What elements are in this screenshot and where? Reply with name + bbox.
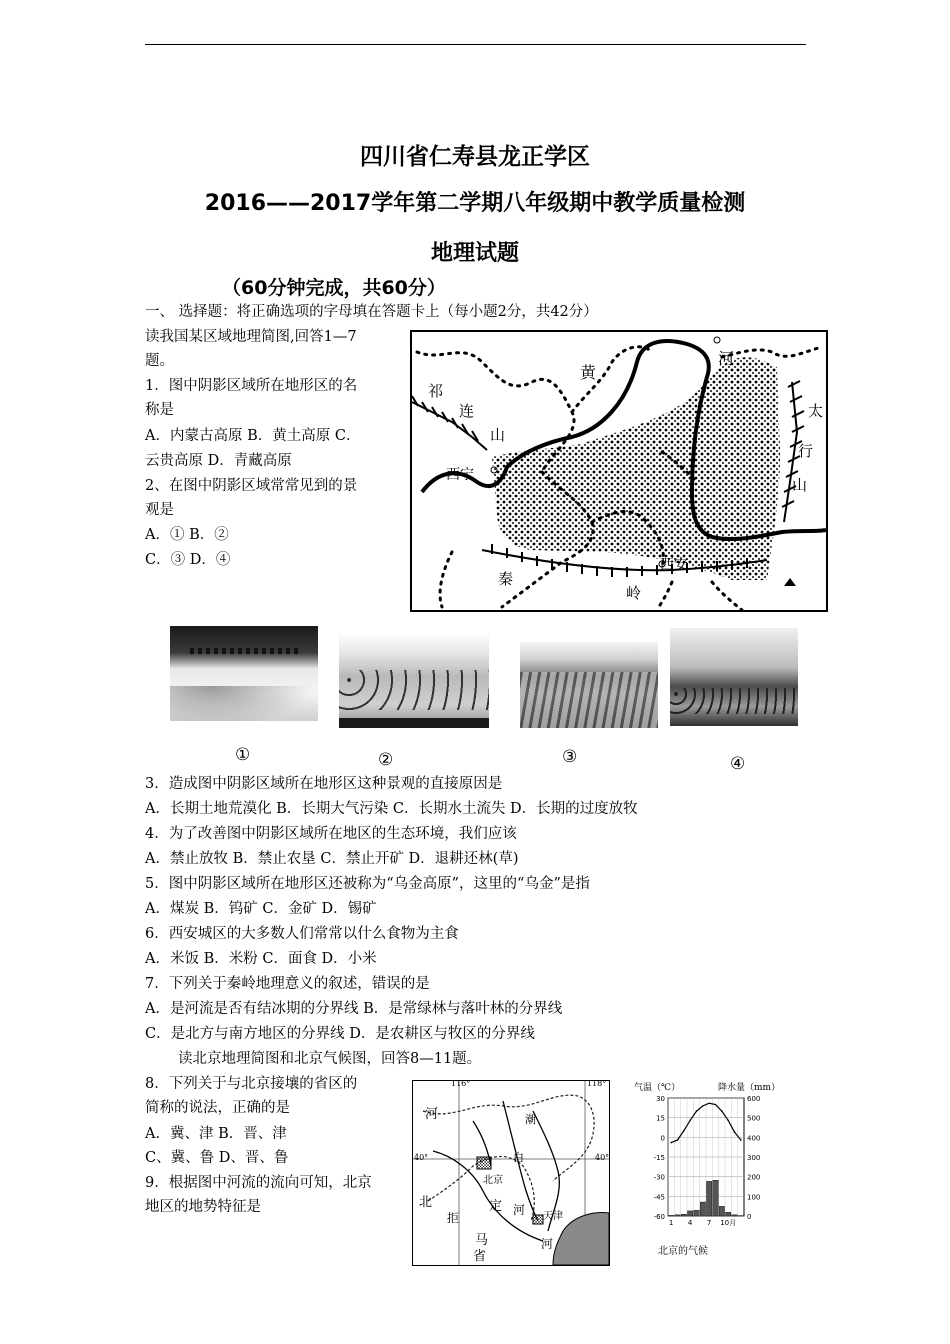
q1-options: 云贵高原 D．青藏高原: [145, 453, 292, 469]
header-rule: [145, 44, 806, 45]
precip-bar: [719, 1206, 724, 1216]
label-tai: 太: [808, 402, 824, 420]
label-chao: 潮: [525, 1113, 536, 1126]
q7-options: C．是北方与南方地区的分界线 D．是农耕区与牧区的分界线: [145, 1026, 535, 1042]
label-ling: 岭: [626, 584, 642, 602]
precip-tick-label: 0: [747, 1213, 752, 1221]
label-he: 河: [425, 1107, 439, 1122]
temp-tick-label: -30: [653, 1173, 665, 1182]
precip-bar: [700, 1202, 705, 1216]
label-shan: 山: [490, 426, 506, 444]
intro-beijing: 读北京地理简图和北京气候图，回答8—11题。: [178, 1051, 482, 1067]
q1-stem: 称是: [145, 402, 174, 418]
exam-title: 2016——2017学年第二学期八年级期中教学质量检测: [204, 191, 746, 216]
photo-label-4: ④: [730, 754, 746, 774]
q3-stem: 3．造成图中阴影区域所在地形区这种景观的直接原因是: [145, 776, 503, 792]
q4-stem: 4．为了改善图中阴影区域所在地区的生态环境，我们应该: [145, 826, 517, 842]
precip-bar: [675, 1215, 680, 1216]
photo-label-3: ③: [562, 747, 578, 767]
taihang-mountains: [784, 382, 797, 522]
photo-loess-gullies: [520, 642, 658, 728]
q2-stem: 观是: [145, 502, 174, 518]
temperature-point: [708, 1102, 710, 1104]
label-ma: 马: [475, 1233, 489, 1248]
q8-stem: 8．下列关于与北京接壤的省区的: [145, 1076, 358, 1092]
loess-map-svg: [412, 332, 826, 610]
q2-stem: 2、在图中阴影区域常常见到的景: [145, 478, 358, 494]
loess-region-map: [410, 330, 828, 612]
intro-line: 读我国某区域地理简图,回答1—7: [145, 329, 357, 345]
precip-bar: [681, 1214, 686, 1216]
temperature-point: [740, 1139, 742, 1141]
precip-axis-label: 降水量（mm）: [718, 1083, 781, 1093]
q3-options: A．长期土地荒漠化 B．长期大气污染 C．长期水土流失 D．长期的过度放牧: [145, 801, 638, 817]
temperature-point: [715, 1104, 717, 1106]
precip-bar: [732, 1215, 737, 1216]
photo-wetland: [670, 628, 798, 726]
photo-label-1: ①: [235, 745, 251, 765]
photo-grassland: [339, 634, 489, 728]
temperature-point: [677, 1139, 679, 1141]
precip-tick-label: 100: [747, 1193, 761, 1202]
label-ju: 拒: [447, 1211, 460, 1225]
beijing-map: [412, 1080, 610, 1266]
label-xian: 西安: [660, 557, 688, 573]
temperature-point: [689, 1119, 691, 1121]
q4-options: A．禁止放牧 B．禁止农垦 C．禁止开矿 D．退耕还林(草): [145, 851, 519, 867]
city-marker: [714, 337, 720, 343]
precip-bar: [669, 1215, 674, 1216]
temperature-point: [683, 1130, 685, 1132]
q9-stem: 地区的地势特征是: [145, 1199, 261, 1215]
precip-tick-label: 400: [747, 1134, 761, 1143]
beijing-climate-chart: [634, 1078, 780, 1268]
school-title: 四川省仁寿县龙正学区: [360, 144, 590, 170]
month-label: 7: [706, 1219, 712, 1227]
label-qi: 祁: [428, 382, 444, 400]
q8-stem: 简称的说法，正确的是: [145, 1100, 290, 1116]
section-instruction: 一、 选择题：将正确选项的字母填在答题卡上（每小题2分，共42分）: [145, 304, 598, 320]
province-boundary: [423, 1095, 594, 1221]
time-note: （60分钟完成，共60分）: [222, 277, 446, 299]
precip-bar: [694, 1210, 699, 1216]
temp-tick-label: -60: [653, 1213, 665, 1221]
photo-label-2: ②: [378, 750, 394, 770]
label-bei: 北: [419, 1195, 433, 1210]
label-tianjin: 天津: [543, 1211, 563, 1222]
month-label: 1: [668, 1219, 674, 1227]
label-sheng: 省: [473, 1249, 487, 1264]
label-shan2: 山: [792, 476, 808, 494]
precip-tick-label: 200: [747, 1173, 761, 1182]
precip-bar: [688, 1211, 693, 1216]
label-beijing: 北京: [483, 1175, 503, 1186]
shaded-plateau: [492, 357, 780, 580]
q2-options: A．① B．②: [145, 527, 229, 543]
intro-line: 题。: [145, 353, 174, 369]
temperature-point: [696, 1110, 698, 1112]
climate-svg: [634, 1090, 780, 1232]
label-hang: 行: [798, 442, 814, 460]
label-he2: 河: [513, 1203, 526, 1217]
q6-stem: 6．西安城区的大多数人们常常以什么食物为主食: [145, 926, 459, 942]
temp-tick-label: 0: [660, 1134, 665, 1143]
precip-bar: [707, 1181, 712, 1216]
q1-options: A．内蒙古高原 B．黄土高原 C．: [145, 428, 361, 444]
q5-stem: 5．图中阴影区域所在地形区还被称为“乌金高原”，这里的“乌金”是指: [145, 876, 590, 892]
beijing-map-svg: [413, 1081, 609, 1265]
q8-options: A．冀、津 B．晋、津: [145, 1126, 287, 1142]
precip-tick-label: 500: [747, 1114, 761, 1123]
temp-tick-label: 30: [656, 1095, 665, 1103]
label-ding: 定: [489, 1199, 503, 1214]
label-huang: 黄: [580, 363, 597, 382]
label-bai: 白: [513, 1151, 524, 1164]
q2-options: C．③ D．④: [145, 552, 231, 568]
month-label: 10月: [720, 1219, 737, 1227]
q6-options: A．米饭 B．米粉 C．面食 D．小米: [145, 951, 377, 967]
precip-bar: [726, 1212, 731, 1216]
label-xining: 西宁: [446, 467, 474, 483]
temp-axis-label: 气温（℃）: [634, 1083, 681, 1093]
temp-tick-label: -15: [653, 1154, 665, 1162]
chart-caption: 北京的气候: [658, 1246, 708, 1257]
label-qin: 秦: [498, 570, 514, 588]
q7-stem: 7．下列关于秦岭地理意义的叙述，错误的是: [145, 976, 430, 992]
precip-bar: [713, 1180, 718, 1216]
precip-tick-label: 300: [747, 1154, 761, 1162]
q7-options: A．是河流是否有结冰期的分界线 B．是常绿林与落叶林的分界线: [145, 1001, 563, 1017]
lon-116: 116°: [451, 1080, 471, 1088]
temperature-point: [727, 1119, 729, 1121]
qilian-mountains: [412, 402, 487, 450]
photo-desert: [170, 626, 318, 721]
temp-tick-label: 15: [656, 1114, 665, 1123]
label-lian: 连: [459, 402, 475, 420]
month-label: 4: [687, 1219, 693, 1227]
lat-40-left: 40°: [414, 1153, 429, 1162]
subject-title: 地理试题: [430, 241, 519, 266]
temperature-point: [721, 1110, 723, 1112]
lon-118: 118°: [587, 1080, 607, 1088]
label-he: 河: [718, 349, 735, 368]
precip-tick-label: 600: [747, 1095, 761, 1103]
lat-40-right: 40°: [595, 1153, 610, 1162]
q8-options: C、冀、鲁 D、晋、鲁: [145, 1150, 289, 1166]
q5-options: A．煤炭 B．钨矿 C．金矿 D．锡矿: [145, 901, 377, 917]
label-he3: 河: [541, 1237, 554, 1251]
temperature-point: [702, 1105, 704, 1107]
q9-stem: 9．根据图中河流的流向可知，北京: [145, 1175, 372, 1191]
temperature-point: [734, 1131, 736, 1133]
q1-stem: 1．图中阴影区域所在地形区的名: [145, 378, 358, 394]
temperature-point: [670, 1142, 672, 1144]
temp-tick-label: -45: [653, 1193, 665, 1202]
